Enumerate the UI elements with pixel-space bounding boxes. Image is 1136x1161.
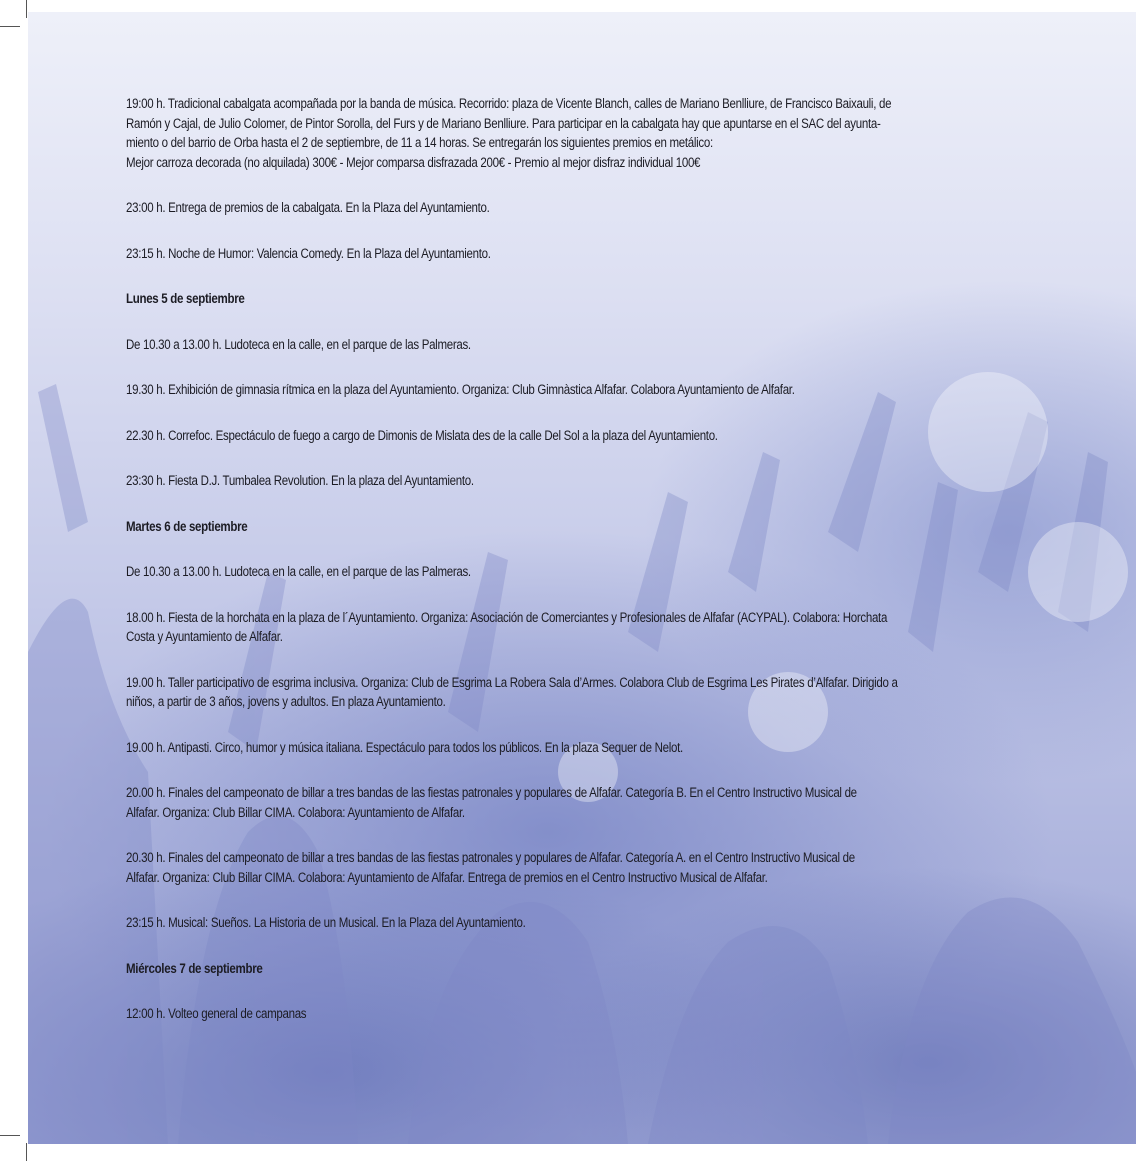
crop-mark-bottom-left-v	[26, 1143, 27, 1161]
day-heading	[126, 959, 1046, 979]
text-line: 19.00 h. Taller participativo de esgrima inclusiva. Organiza: Club de Esgrima La Robera Sala d’Armes. Colabora Club de Esgrima Les Pirates d’Alfafar. Dirigido a	[126, 674, 898, 690]
text-line: 22.30 h. Correfoc. Espectáculo de fuego a cargo de Dimonis de Mislata des de la calle Del Sol a la plaza del Ayuntamiento.	[126, 427, 718, 443]
text-line: niños, a partir de 3 años, jovens y adultos. En plaza Ayuntamiento.	[126, 694, 446, 709]
event-paragraph	[126, 783, 1046, 822]
event-paragraph	[126, 471, 1046, 491]
text-line: 19.30 h. Exhibición de gimnasia rítmica en la plaza del Ayuntamiento. Organiza: Club Gimnàstica Alfafar. Colabora Ayuntamiento de Alfafar.	[126, 382, 795, 397]
event-paragraph	[126, 738, 1046, 758]
text-line: De 10.30 a 13.00 h. Ludoteca en la calle, en el parque de las Palmeras.	[126, 564, 471, 579]
text-line: De 10.30 a 13.00 h. Ludoteca en la calle, en el parque de las Palmeras.	[126, 336, 471, 352]
event-paragraph	[126, 198, 1046, 218]
event-paragraph	[126, 244, 1046, 264]
text-line: Alfafar. Organiza: Club Billar CIMA. Colabora: Ayuntamiento de Alfafar.	[126, 804, 465, 820]
crop-mark-top-left-v	[26, 0, 27, 18]
text-line: 23:15 h. Noche de Humor: Valencia Comedy. En la Plaza del Ayuntamiento.	[126, 245, 491, 261]
text-line: Martes 6 de septiembre	[126, 518, 248, 534]
event-paragraph	[126, 426, 1046, 446]
text-line: 18.00 h. Fiesta de la horchata en la plaza de l´Ayuntamiento. Organiza: Asociación de Comerciantes y Profesionales de Alfafar (ACYPAL). Colabora: Horchata	[126, 609, 888, 625]
brochure-page	[28, 12, 1136, 1144]
text-line: 20.00 h. Finales del campeonato de billar a tres bandas de las fiestas patronales y populares de Alfafar. Categoría B. En el Centro Instructivo Musical de	[126, 785, 857, 800]
crop-mark-bottom-left-h	[0, 1135, 20, 1136]
event-paragraph	[126, 380, 1046, 400]
text-line: Ramón y Cajal, de Julio Colomer, de Pintor Sorolla, del Furs y de Mariano Benlliure. Para participar en la cabalgata hay que apuntarse en el SAC del ayunta-	[126, 115, 881, 131]
event-paragraph	[126, 673, 1046, 712]
event-paragraph	[126, 94, 1046, 172]
text-line: Miércoles 7 de septiembre	[126, 960, 263, 976]
text-line: 23:00 h. Entrega de premios de la cabalgata. En la Plaza del Ayuntamiento.	[126, 200, 490, 215]
text-line: 23:15 h. Musical: Sueños. La Historia de un Musical. En la Plaza del Ayuntamiento.	[126, 915, 526, 930]
text-line: Alfafar. Organiza: Club Billar CIMA. Colabora: Ayuntamiento de Alfafar. Entrega de premios en el Centro Instructivo Musical de Alfafar.	[126, 869, 768, 885]
crop-mark-top-left-h	[0, 26, 20, 27]
event-paragraph	[126, 913, 1046, 933]
text-line: Costa y Ayuntamiento de Alfafar.	[126, 629, 283, 644]
text-line: Lunes 5 de septiembre	[126, 291, 245, 306]
event-paragraph	[126, 335, 1046, 355]
text-line: 12:00 h. Volteo general de campanas	[126, 1006, 307, 1021]
event-schedule	[126, 94, 1046, 1050]
event-paragraph	[126, 848, 1046, 887]
text-line: 19.00 h. Antipasti. Circo, humor y música italiana. Espectáculo para todos los públicos. En la plaza Sequer de Nelot.	[126, 739, 683, 755]
text-line: Mejor carroza decorada (no alquilada) 300€ - Mejor comparsa disfrazada 200€ - Premio al mejor disfraz individual 100€	[126, 154, 701, 170]
text-line: 19:00 h. Tradicional cabalgata acompañada por la banda de música. Recorrido: plaza de Vicente Blanch, calles de Mariano Benlliure, de Francisco Baixauli, de	[126, 96, 892, 111]
text-line: 20.30 h. Finales del campeonato de billar a tres bandas de las fiestas patronales y populares de Alfafar. Categoría A. en el Centro Instructivo Musical de	[126, 850, 855, 865]
day-heading	[126, 289, 1046, 309]
event-paragraph	[126, 562, 1046, 582]
text-line: miento o del barrio de Orba hasta el 2 de septiembre, de 11 a 14 horas. Se entregarán los siguientes premios en metálico:	[126, 135, 713, 150]
event-paragraph	[126, 608, 1046, 647]
day-heading	[126, 517, 1046, 537]
event-paragraph	[126, 1004, 1046, 1024]
text-line: 23:30 h. Fiesta D.J. Tumbalea Revolution. En la plaza del Ayuntamiento.	[126, 473, 474, 488]
